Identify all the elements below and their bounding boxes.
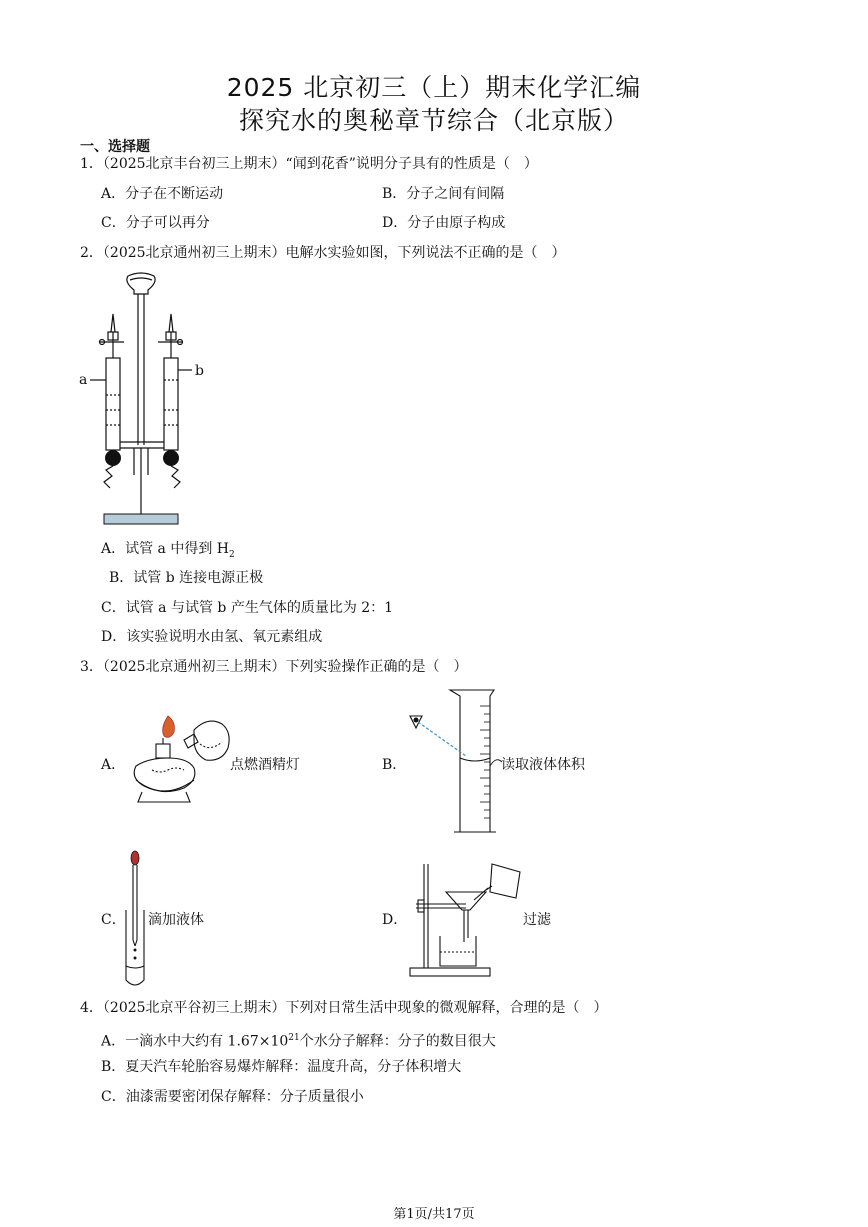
q4-option-a: A．一滴水中大约有 $1.67\times 10^{21}$个水分子解释：分子的数目很大: [101, 1033, 496, 1050]
q3-option-d-letter: D．: [382, 912, 408, 928]
section-heading: 一、选择题: [80, 139, 150, 155]
q2-option-a: A．试管 a 中得到 $H_2$: [101, 541, 235, 560]
electrolysis-apparatus-figure: [76, 270, 216, 528]
graduated-cylinder-figure: [404, 686, 504, 838]
q1-stem: 1．（2025北京丰台初三上期末）“闻到花香”说明分子具有的性质是（ ）: [80, 156, 538, 172]
page-title-line2: 探究水的奥秘章节综合（北京版）: [238, 106, 629, 135]
filtration-apparatus-figure: [404, 856, 524, 980]
q3-option-b-letter: B．: [382, 757, 407, 773]
q3-option-a-letter: A．: [101, 757, 126, 773]
q2-option-d: D．该实验说明水由氢、氧元素组成: [101, 629, 323, 645]
page-number-footer: 第1页/共17页: [393, 1207, 475, 1222]
dropper-test-tube-figure: [120, 848, 150, 990]
q3-option-c-caption: 滴加液体: [148, 912, 204, 928]
q1-option-d: D．分子由原子构成: [382, 215, 506, 231]
q4-option-b: B．夏天汽车轮胎容易爆炸解释：温度升高，分子体积增大: [101, 1059, 462, 1075]
page-title-line1: 2025 北京初三（上）期末化学汇编: [226, 73, 642, 102]
q2-option-c: C．试管 a 与试管 b 产生气体的质量比为 2：1: [101, 600, 394, 616]
figure-label-a: a: [79, 372, 88, 388]
q4-stem: 4．（2025北京平谷初三上期末）下列对日常生活中现象的微观解释，合理的是（ ）: [80, 1000, 608, 1016]
q2-stem: 2．（2025北京通州初三上期末）电解水实验如图，下列说法不正确的是（ ）: [80, 245, 566, 261]
q3-option-d-caption: 过滤: [523, 912, 551, 928]
figure-label-b: b: [195, 363, 204, 379]
q1-option-a: A．分子在不断运动: [101, 186, 224, 202]
q3-option-c-letter: C．: [101, 912, 126, 928]
q2-option-b: B．试管 b 连接电源正极: [109, 570, 264, 586]
q1-option-b: B．分子之间有间隔: [382, 186, 505, 202]
q3-option-b-caption: 读取液体体积: [501, 757, 585, 773]
q3-option-a-caption: 点燃酒精灯: [230, 757, 300, 773]
q4-option-c: C．油漆需要密闭保存解释：分子质量很小: [101, 1089, 364, 1105]
q1-option-c: C．分子可以再分: [101, 215, 210, 231]
q3-stem: 3．（2025北京通州初三上期末）下列实验操作正确的是（ ）: [80, 659, 468, 675]
